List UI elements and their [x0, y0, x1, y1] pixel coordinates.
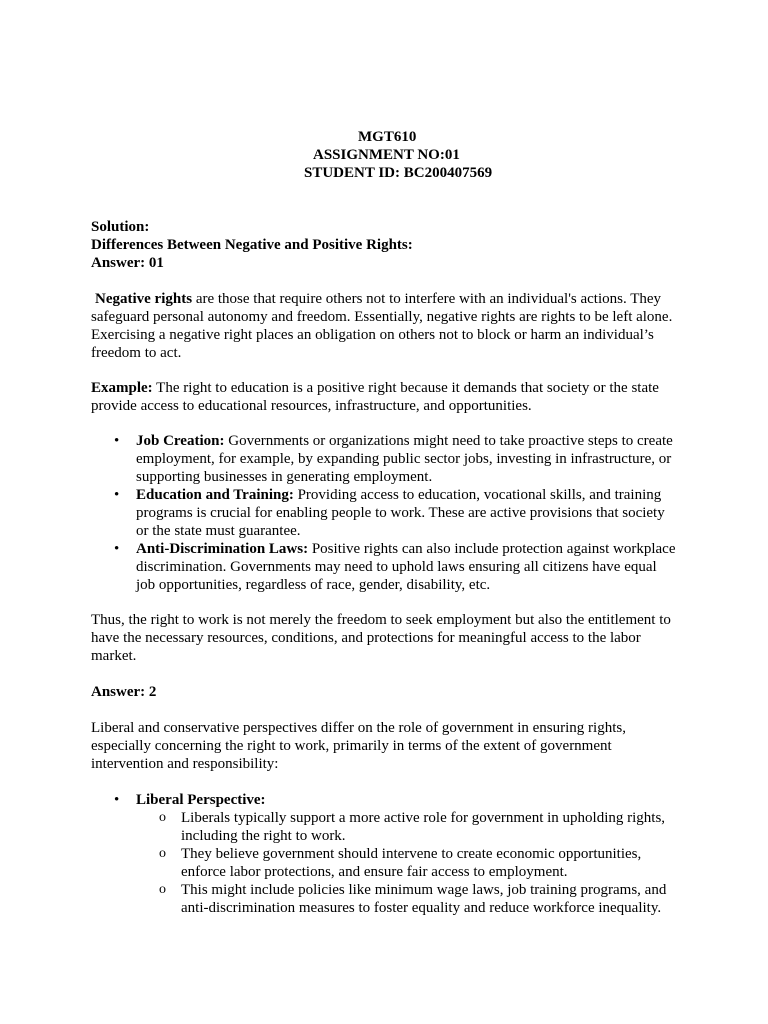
sub-list-item-line: They believe government should intervene to create economic opportunities, — [181, 846, 642, 862]
hollow-bullet-icon: o — [159, 846, 166, 861]
list-item-anti-discrimination — [91, 540, 731, 594]
list-item-education-training — [91, 486, 731, 540]
paragraph-line: Exercising a negative right places an obligation on others not to block or harm an individual’s — [91, 327, 654, 343]
sub-list-item-line: including the right to work. — [181, 828, 346, 844]
sub-list-item — [91, 881, 731, 917]
paragraph-line: especially concerning the right to work, primarily in terms of the extent of government — [91, 738, 612, 754]
solution-label: Solution: — [91, 219, 150, 235]
paragraph-line: Liberal and conservative perspectives differ on the role of government in ensuring rights, — [91, 720, 626, 736]
paragraph-line: have the necessary resources, conditions, and protections for meaningful access to the labor — [91, 630, 641, 646]
sub-list-item — [91, 845, 731, 881]
conclusion-paragraph — [91, 611, 731, 665]
paragraph-line — [91, 290, 731, 308]
student-id: STUDENT ID: BC200407569 — [304, 165, 493, 181]
paragraph-line: safeguard personal autonomy and freedom. Essentially, negative rights are rights to be left alone. — [91, 309, 673, 325]
answer-1-label: Answer: 01 — [91, 255, 164, 271]
positive-rights-bullet-list — [91, 432, 731, 594]
paragraph-line: Thus, the right to work is not merely the freedom to seek employment but also the entitlement to — [91, 612, 671, 628]
hollow-bullet-icon: o — [159, 882, 166, 897]
sub-list-item — [91, 809, 731, 845]
example-label: Example: — [91, 380, 153, 396]
paragraph-line — [91, 379, 731, 397]
list-item-title: Education and Training: — [136, 487, 294, 503]
section-title: Differences Between Negative and Positive Rights: — [91, 237, 413, 253]
list-item-title: Anti-Discrimination Laws: — [136, 541, 309, 557]
assignment-number: ASSIGNMENT NO:01 — [313, 147, 460, 163]
list-item-job-creation — [91, 432, 731, 486]
list-item-line: programs is crucial for enabling people to work. These are active provisions that society — [136, 505, 665, 521]
negative-rights-paragraph — [91, 290, 731, 362]
list-item-liberal-perspective — [91, 791, 731, 809]
sub-list-item-line: enforce labor protections, and ensure fair access to employment. — [181, 864, 568, 880]
title-block — [91, 128, 731, 182]
paragraph-line: market. — [91, 648, 137, 664]
line-text: The right to education is a positive right because it demands that society or the state — [152, 380, 659, 396]
bullet-icon: • — [114, 433, 120, 449]
list-item-title: Liberal Perspective: — [136, 792, 266, 808]
sub-list-item-line: Liberals typically support a more active role for government in upholding rights, — [181, 810, 666, 826]
paragraph-line: provide access to educational resources, infrastructure, and opportunities. — [91, 398, 532, 414]
sub-list-item-line: This might include policies like minimum wage laws, job training programs, and — [181, 882, 667, 898]
list-item-line: employment, for example, by expanding public sector jobs, investing in infrastructure, or — [136, 451, 672, 467]
list-item-line — [136, 432, 731, 450]
paragraph-line: intervention and responsibility: — [91, 756, 279, 772]
line-text: Governments or organizations might need to take proactive steps to create — [224, 433, 673, 449]
course-code: MGT610 — [358, 129, 417, 145]
negative-rights-term: Negative rights — [95, 291, 193, 307]
line-text: Providing access to education, vocational skills, and training — [293, 487, 662, 503]
hollow-bullet-icon: o — [159, 810, 166, 825]
list-item-line: job opportunities, regardless of race, gender, disability, etc. — [136, 577, 491, 593]
line-text: Positive rights can also include protection against workplace — [308, 541, 676, 557]
answer-2-label: Answer: 2 — [91, 684, 157, 700]
list-item-title: Job Creation: — [136, 433, 225, 449]
document-body — [91, 128, 731, 917]
example-paragraph — [91, 379, 731, 415]
sub-list-item-line: anti-discrimination measures to foster equality and reduce workforce inequality. — [181, 900, 662, 916]
list-item-line: discrimination. Governments may need to uphold laws ensuring all citizens have equal — [136, 559, 657, 575]
bullet-icon: • — [114, 792, 120, 808]
list-item-line — [136, 540, 731, 558]
line-text: are those that require others not to interfere with an individual's actions. They — [192, 291, 662, 307]
bullet-icon: • — [114, 541, 120, 557]
answer-2-intro-paragraph — [91, 719, 731, 773]
list-item-line — [136, 486, 731, 504]
list-item-line: or the state must guarantee. — [136, 523, 301, 539]
perspective-list — [91, 791, 731, 917]
paragraph-line: freedom to act. — [91, 345, 182, 361]
list-item-line: supporting businesses in generating employment. — [136, 469, 433, 485]
bullet-icon: • — [114, 487, 120, 503]
